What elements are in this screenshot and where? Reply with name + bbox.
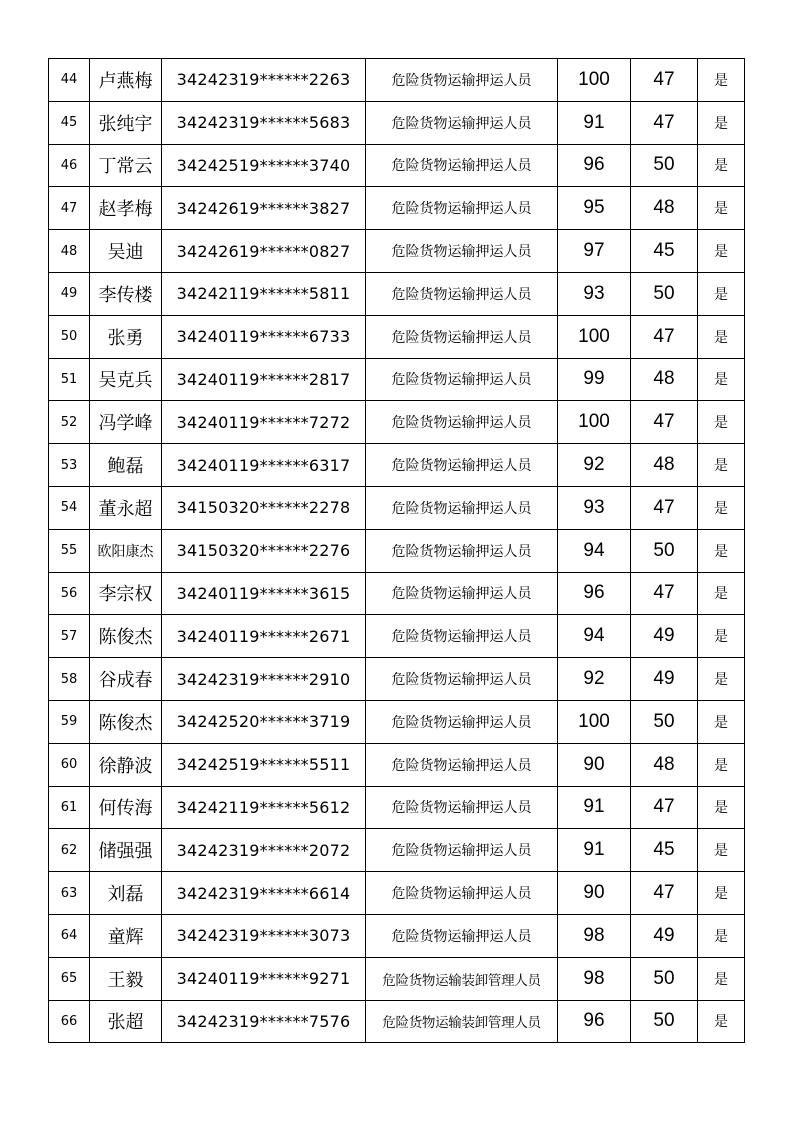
score-2: 47 (631, 315, 698, 358)
pass-status: 是 (698, 101, 745, 144)
score-1: 96 (558, 572, 631, 615)
job-category: 危险货物运输押运人员 (366, 272, 558, 315)
job-category: 危险货物运输押运人员 (366, 358, 558, 401)
table-row (49, 59, 745, 102)
table-row (49, 572, 745, 615)
person-name: 何传海 (90, 786, 162, 829)
id-number: 34150320******2278 (162, 486, 366, 529)
id-number: 34242319******2072 (162, 829, 366, 872)
table-row (49, 358, 745, 401)
score-2: 48 (631, 187, 698, 230)
id-number: 34242519******3740 (162, 144, 366, 187)
job-category: 危险货物运输押运人员 (366, 700, 558, 743)
pass-status: 是 (698, 829, 745, 872)
person-name: 董永超 (90, 486, 162, 529)
score-1: 98 (558, 914, 631, 957)
score-2: 50 (631, 272, 698, 315)
score-2: 49 (631, 615, 698, 658)
job-category: 危险货物运输押运人员 (366, 315, 558, 358)
score-1: 93 (558, 272, 631, 315)
score-2: 47 (631, 572, 698, 615)
score-1: 94 (558, 615, 631, 658)
score-1: 96 (558, 144, 631, 187)
pass-status: 是 (698, 957, 745, 1000)
results-table (48, 58, 745, 1043)
job-category: 危险货物运输押运人员 (366, 615, 558, 658)
job-category: 危险货物运输押运人员 (366, 572, 558, 615)
job-category: 危险货物运输押运人员 (366, 187, 558, 230)
score-1: 97 (558, 230, 631, 273)
score-2: 47 (631, 872, 698, 915)
table-row (49, 529, 745, 572)
score-1: 91 (558, 786, 631, 829)
person-name: 张勇 (90, 315, 162, 358)
job-category: 危险货物运输押运人员 (366, 872, 558, 915)
id-number: 34242619******0827 (162, 230, 366, 273)
pass-status: 是 (698, 872, 745, 915)
score-2: 48 (631, 743, 698, 786)
score-1: 93 (558, 486, 631, 529)
score-2: 47 (631, 786, 698, 829)
row-number: 54 (49, 486, 90, 529)
row-number: 48 (49, 230, 90, 273)
score-1: 98 (558, 957, 631, 1000)
table-row (49, 914, 745, 957)
table-row (49, 230, 745, 273)
score-1: 90 (558, 743, 631, 786)
person-name: 王毅 (90, 957, 162, 1000)
score-2: 50 (631, 529, 698, 572)
score-2: 45 (631, 230, 698, 273)
person-name: 赵孝梅 (90, 187, 162, 230)
person-name: 陈俊杰 (90, 615, 162, 658)
person-name: 吴迪 (90, 230, 162, 273)
person-name: 李宗权 (90, 572, 162, 615)
row-number: 59 (49, 700, 90, 743)
table-row (49, 272, 745, 315)
person-name: 童辉 (90, 914, 162, 957)
pass-status: 是 (698, 272, 745, 315)
job-category: 危险货物运输押运人员 (366, 829, 558, 872)
row-number: 46 (49, 144, 90, 187)
row-number: 62 (49, 829, 90, 872)
table-row (49, 658, 745, 701)
id-number: 34242119******5811 (162, 272, 366, 315)
id-number: 34150320******2276 (162, 529, 366, 572)
pass-status: 是 (698, 914, 745, 957)
row-number: 65 (49, 957, 90, 1000)
job-category: 危险货物运输押运人员 (366, 101, 558, 144)
person-name: 李传楼 (90, 272, 162, 315)
id-number: 34242319******3073 (162, 914, 366, 957)
pass-status: 是 (698, 444, 745, 487)
table-row (49, 872, 745, 915)
score-1: 90 (558, 872, 631, 915)
score-2: 50 (631, 1000, 698, 1043)
score-2: 50 (631, 144, 698, 187)
score-2: 47 (631, 486, 698, 529)
score-1: 94 (558, 529, 631, 572)
id-number: 34242619******3827 (162, 187, 366, 230)
id-number: 34242520******3719 (162, 700, 366, 743)
pass-status: 是 (698, 658, 745, 701)
pass-status: 是 (698, 144, 745, 187)
person-name: 吴克兵 (90, 358, 162, 401)
pass-status: 是 (698, 315, 745, 358)
id-number: 34240119******6317 (162, 444, 366, 487)
table-row (49, 444, 745, 487)
row-number: 44 (49, 59, 90, 102)
score-1: 99 (558, 358, 631, 401)
person-name: 储强强 (90, 829, 162, 872)
score-2: 47 (631, 59, 698, 102)
table-row (49, 187, 745, 230)
table-row (49, 315, 745, 358)
pass-status: 是 (698, 615, 745, 658)
person-name: 张纯宇 (90, 101, 162, 144)
table-row (49, 144, 745, 187)
job-category: 危险货物运输押运人员 (366, 529, 558, 572)
person-name: 陈俊杰 (90, 700, 162, 743)
table-row (49, 101, 745, 144)
job-category: 危险货物运输装卸管理人员 (366, 1000, 558, 1043)
table-row (49, 486, 745, 529)
row-number: 51 (49, 358, 90, 401)
row-number: 49 (49, 272, 90, 315)
score-1: 91 (558, 829, 631, 872)
row-number: 58 (49, 658, 90, 701)
person-name: 鲍磊 (90, 444, 162, 487)
id-number: 34240119******2671 (162, 615, 366, 658)
id-number: 34242119******5612 (162, 786, 366, 829)
row-number: 63 (49, 872, 90, 915)
row-number: 47 (49, 187, 90, 230)
pass-status: 是 (698, 230, 745, 273)
job-category: 危险货物运输押运人员 (366, 743, 558, 786)
table-row (49, 786, 745, 829)
row-number: 61 (49, 786, 90, 829)
row-number: 53 (49, 444, 90, 487)
job-category: 危险货物运输押运人员 (366, 230, 558, 273)
row-number: 45 (49, 101, 90, 144)
person-name: 谷成春 (90, 658, 162, 701)
table-row (49, 401, 745, 444)
table-body (49, 59, 745, 1043)
score-2: 45 (631, 829, 698, 872)
row-number: 56 (49, 572, 90, 615)
pass-status: 是 (698, 187, 745, 230)
score-1: 92 (558, 444, 631, 487)
id-number: 34242519******5511 (162, 743, 366, 786)
pass-status: 是 (698, 572, 745, 615)
score-1: 92 (558, 658, 631, 701)
row-number: 57 (49, 615, 90, 658)
pass-status: 是 (698, 401, 745, 444)
score-2: 48 (631, 444, 698, 487)
job-category: 危险货物运输押运人员 (366, 144, 558, 187)
row-number: 55 (49, 529, 90, 572)
id-number: 34242319******5683 (162, 101, 366, 144)
score-1: 100 (558, 700, 631, 743)
score-2: 48 (631, 358, 698, 401)
row-number: 64 (49, 914, 90, 957)
score-1: 96 (558, 1000, 631, 1043)
row-number: 66 (49, 1000, 90, 1043)
row-number: 60 (49, 743, 90, 786)
job-category: 危险货物运输押运人员 (366, 401, 558, 444)
table-row (49, 700, 745, 743)
job-category: 危险货物运输押运人员 (366, 444, 558, 487)
score-2: 50 (631, 700, 698, 743)
table-row (49, 1000, 745, 1043)
person-name: 卢燕梅 (90, 59, 162, 102)
score-2: 50 (631, 957, 698, 1000)
pass-status: 是 (698, 59, 745, 102)
person-name: 欧阳康杰 (90, 529, 162, 572)
job-category: 危险货物运输装卸管理人员 (366, 957, 558, 1000)
person-name: 冯学峰 (90, 401, 162, 444)
job-category: 危险货物运输押运人员 (366, 486, 558, 529)
score-1: 100 (558, 59, 631, 102)
id-number: 34240119******9271 (162, 957, 366, 1000)
score-2: 49 (631, 658, 698, 701)
score-1: 91 (558, 101, 631, 144)
id-number: 34240119******7272 (162, 401, 366, 444)
pass-status: 是 (698, 358, 745, 401)
pass-status: 是 (698, 1000, 745, 1043)
score-1: 100 (558, 315, 631, 358)
pass-status: 是 (698, 700, 745, 743)
id-number: 34240119******2817 (162, 358, 366, 401)
id-number: 34242319******2263 (162, 59, 366, 102)
id-number: 34242319******2910 (162, 658, 366, 701)
score-2: 47 (631, 101, 698, 144)
pass-status: 是 (698, 786, 745, 829)
pass-status: 是 (698, 486, 745, 529)
person-name: 刘磊 (90, 872, 162, 915)
table-row (49, 957, 745, 1000)
job-category: 危险货物运输押运人员 (366, 658, 558, 701)
pass-status: 是 (698, 529, 745, 572)
job-category: 危险货物运输押运人员 (366, 59, 558, 102)
table-row (49, 743, 745, 786)
score-1: 100 (558, 401, 631, 444)
id-number: 34240119******3615 (162, 572, 366, 615)
person-name: 丁常云 (90, 144, 162, 187)
person-name: 徐静波 (90, 743, 162, 786)
id-number: 34242319******7576 (162, 1000, 366, 1043)
score-2: 49 (631, 914, 698, 957)
id-number: 34242319******6614 (162, 872, 366, 915)
row-number: 50 (49, 315, 90, 358)
score-2: 47 (631, 401, 698, 444)
row-number: 52 (49, 401, 90, 444)
score-1: 95 (558, 187, 631, 230)
person-name: 张超 (90, 1000, 162, 1043)
table-row (49, 615, 745, 658)
table-row (49, 829, 745, 872)
job-category: 危险货物运输押运人员 (366, 914, 558, 957)
pass-status: 是 (698, 743, 745, 786)
id-number: 34240119******6733 (162, 315, 366, 358)
job-category: 危险货物运输押运人员 (366, 786, 558, 829)
